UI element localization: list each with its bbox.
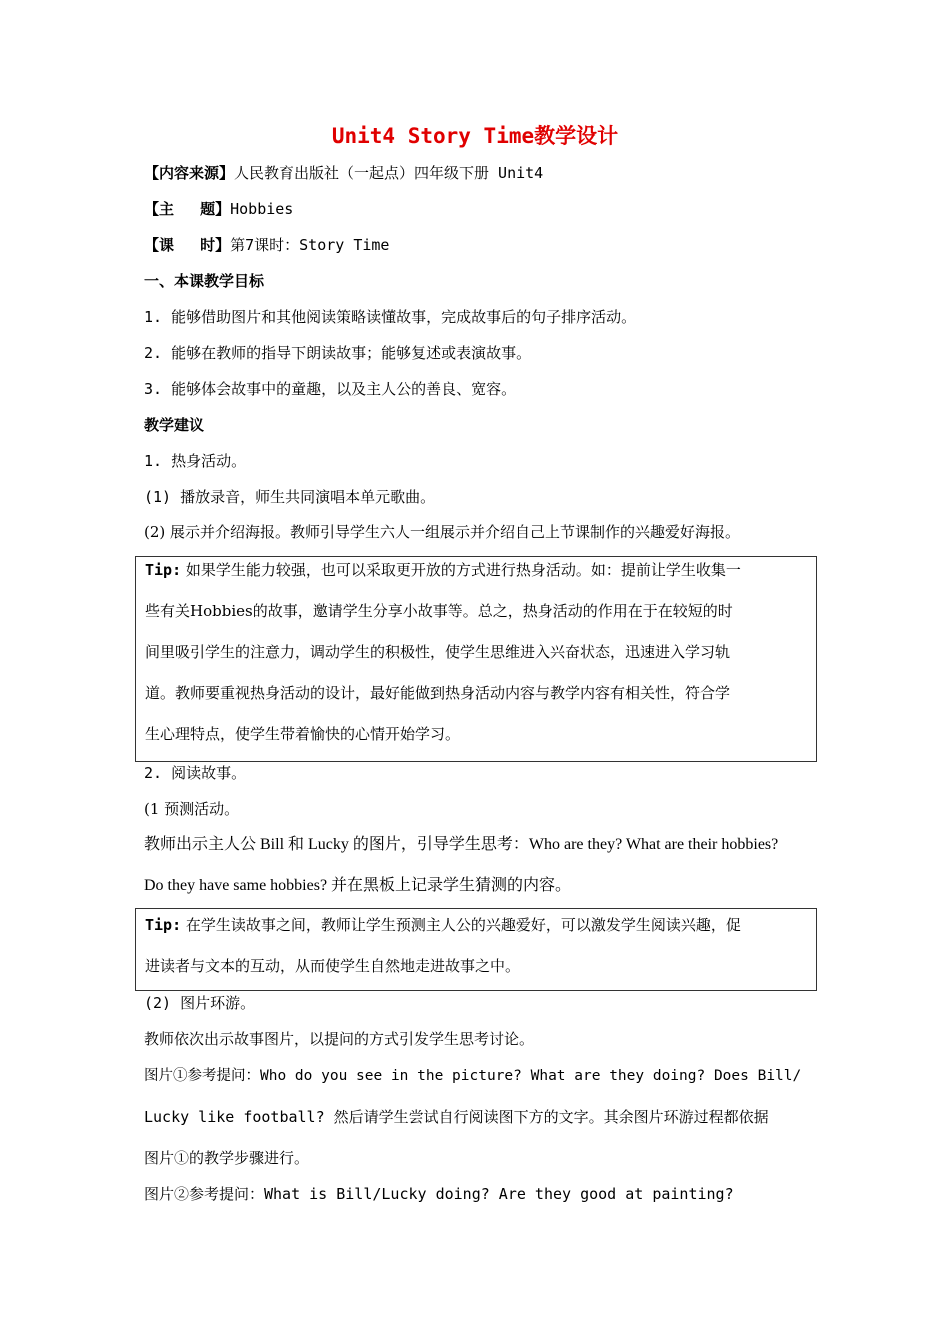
step-2-2-text: 教师依次出示故事图片，以提问的方式引发学生思考讨论。 <box>144 1030 535 1048</box>
tip-line: 进读者与文本的互动，从而使学生自然地走进故事之中。 <box>145 957 521 975</box>
tip-box-warmup <box>135 556 817 762</box>
picture-1-question-line-1: 图片①参考提问：Who do you see in the picture? What are they doing? Does Bill/ <box>144 1068 802 1084</box>
tip-label: Tip: <box>145 561 182 579</box>
tip-line: 生心理特点，使学生带着愉快的心情开始学习。 <box>145 725 461 743</box>
meta-topic <box>144 199 293 219</box>
document-title: Unit4 Story Time教学设计 <box>331 124 619 148</box>
tip-line: Tip: 在学生读故事之间，教师让学生预测主人公的兴趣爱好，可以激发学生阅读兴趣，促 <box>145 916 741 934</box>
step-1-1: (1) 播放录音，师生共同演唱本单元歌曲。 <box>144 488 436 506</box>
meta-period <box>144 235 389 255</box>
meta-topic-label: 【主 题】 <box>144 200 231 218</box>
meta-source <box>144 163 543 183</box>
tip-box-prediction <box>135 908 817 991</box>
tip-line: 道。教师要重视热身活动的设计，最好能做到热身活动内容与教学内容有相关性，符合学 <box>145 684 731 702</box>
tip-line: Tip: 如果学生能力较强，也可以采取更开放的方式进行热身活动。如：提前让学生收集一 <box>145 561 741 579</box>
goal-item-2: 2. 能够在教师的指导下朗读故事；能够复述或表演故事。 <box>144 344 532 362</box>
suggestions-heading: 教学建议 <box>144 416 205 434</box>
meta-period-label: 【课 时】 <box>144 236 231 254</box>
step-2-1-text-2: Do they have same hobbies? 并在黑板上记录学生猜测的内容。 <box>144 877 572 894</box>
step-2-1-text-1: 教师出示主人公 Bill 和 Lucky 的图片，引导学生思考：Who are they? What are their hobbies? <box>144 836 779 853</box>
goal-item-1: 1. 能够借助图片和其他阅读策略读懂故事，完成故事后的句子排序活动。 <box>144 308 637 326</box>
picture-1-question-line-3: 图片①的教学步骤进行。 <box>144 1149 310 1167</box>
meta-source-value: 人民教育出版社（一起点）四年级下册 Unit4 <box>234 164 544 182</box>
tip-line: 间里吸引学生的注意力，调动学生的积极性，使学生思维进入兴奋状态，迅速进入学习轨 <box>145 643 731 661</box>
meta-topic-value: Hobbies <box>230 200 294 218</box>
picture-1-question-line-2: Lucky like football? 然后请学生尝试自行阅读图下方的文字。其余图片环游过程都依据 <box>144 1108 769 1126</box>
step-2-1: (1 预测活动。 <box>144 800 240 818</box>
goal-item-3: 3. 能够体会故事中的童趣，以及主人公的善良、宽容。 <box>144 380 517 398</box>
step-1-2: (2) 展示并介绍海报。教师引导学生六人一组展示并介绍自己上节课制作的兴趣爱好海报。 <box>144 523 741 541</box>
tip-label: Tip: <box>145 916 182 934</box>
step-2: 2. 阅读故事。 <box>144 764 247 782</box>
goals-heading: 一、本课教学目标 <box>144 272 265 290</box>
step-2-2: (2) 图片环游。 <box>144 994 256 1012</box>
meta-source-label: 【内容来源】 <box>144 164 235 182</box>
meta-period-value: 第7课时：Story Time <box>230 236 390 254</box>
tip-line: 些有关Hobbies的故事，邀请学生分享小故事等。总之，热身活动的作用在于在较短的时 <box>145 602 733 620</box>
step-1: 1. 热身活动。 <box>144 452 247 470</box>
picture-2-question-line-1: 图片②参考提问：What is Bill/Lucky doing? Are they good at painting? <box>144 1185 734 1203</box>
